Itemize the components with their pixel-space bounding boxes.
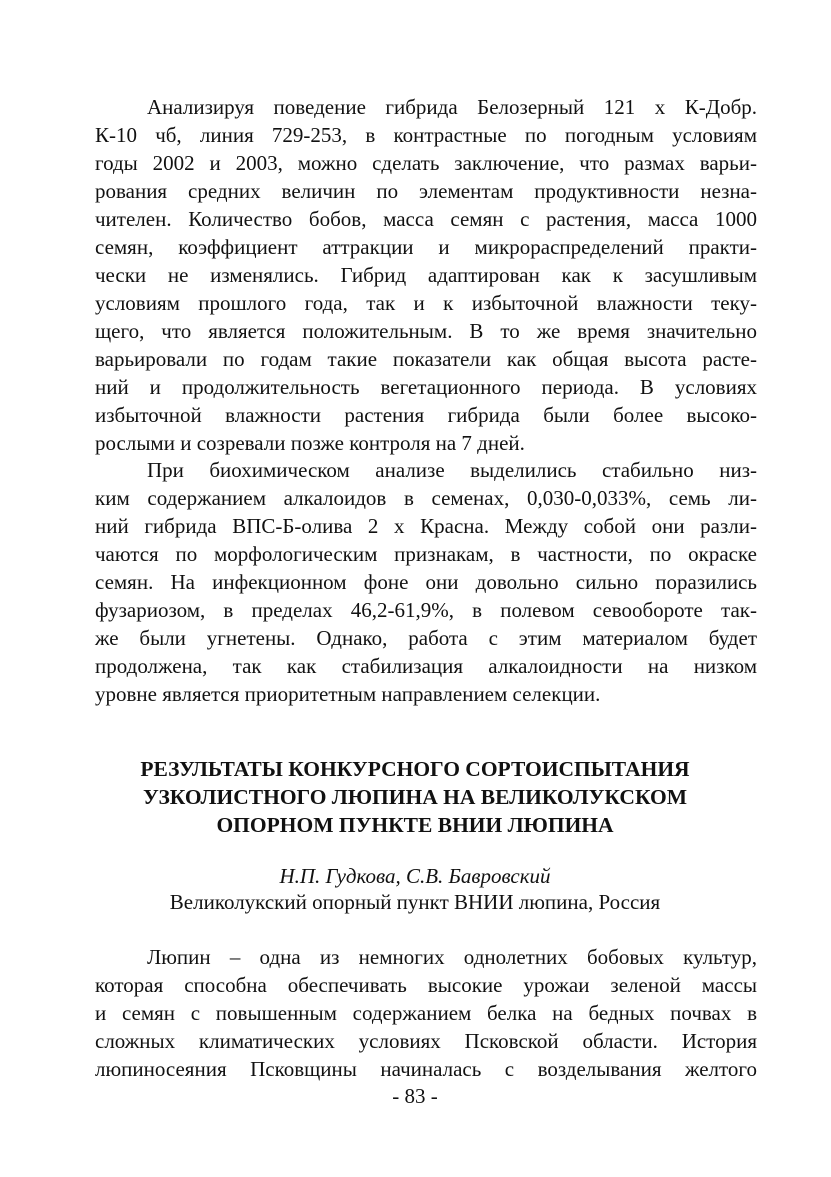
- text-line: ким содержанием алкалоидов в семенах, 0,030-0,033%, семь ли-: [95, 486, 757, 510]
- text-line: уровне является приоритетным направлением селекции.: [95, 682, 601, 706]
- heading-line: РЕЗУЛЬТАТЫ КОНКУРСНОГО СОРТОИСПЫТАНИЯ: [140, 757, 690, 781]
- text-line: Люпин – одна из немногих однолетних бобовых культур,: [147, 945, 757, 969]
- text-line: варьировали по годам такие показатели как общая высота расте-: [95, 347, 757, 371]
- text-line: щего, что является положительным. В то же время значительно: [95, 319, 757, 343]
- text-line: же были угнетены. Однако, работа с этим материалом будет: [95, 626, 757, 650]
- text-line: семян. На инфекционном фоне они довольно сильно поразились: [95, 570, 757, 594]
- text-line: фузариозом, в пределах 46,2-61,9%, в полевом севообороте так-: [95, 598, 757, 622]
- text-line: люпиносеяния Псковщины начиналась с возделывания желтого: [95, 1057, 757, 1081]
- text-line: которая способна обеспечивать высокие урожаи зеленой массы: [95, 973, 757, 997]
- text-line: продолжена, так как стабилизация алкалоидности на низком: [95, 654, 757, 678]
- text-line: семян, коэффициент аттракции и микрораспределений практи-: [95, 235, 757, 259]
- text-line: чаются по морфологическим признакам, в частности, по окраске: [95, 542, 757, 566]
- heading-line: ОПОРНОМ ПУНКТЕ ВНИИ ЛЮПИНА: [216, 813, 614, 837]
- text-line: ний гибрида ВПС-Б-олива 2 х Красна. Между собой они разли-: [95, 514, 757, 538]
- page-number: - 83 -: [392, 1084, 438, 1108]
- text-line: условиям прошлого года, так и к избыточной влажности теку-: [95, 291, 757, 315]
- text-line: Анализируя поведение гибрида Белозерный 121 х К-Добр.: [147, 95, 757, 119]
- text-line: чески не изменялись. Гибрид адаптирован как к засушливым: [95, 263, 757, 287]
- text-line: К-10 чб, линия 729-253, в контрастные по погодным условиям: [95, 123, 757, 147]
- authors: Н.П. Гудкова, С.В. Бавровский: [279, 864, 551, 888]
- text-line: рования средних величин по элементам продуктивности незна-: [95, 179, 757, 203]
- text-line: рослыми и созревали позже контроля на 7 дней.: [95, 431, 525, 455]
- text-line: сложных климатических условиях Псковской области. История: [95, 1029, 757, 1053]
- text-line: избыточной влажности растения гибрида были более высоко-: [95, 403, 757, 427]
- text-line: При биохимическом анализе выделились стабильно низ-: [147, 458, 757, 482]
- text-line: и семян с повышенным содержанием белка на бедных почвах в: [95, 1001, 757, 1025]
- text-line: годы 2002 и 2003, можно сделать заключение, что размах варьи-: [95, 151, 757, 175]
- text-line: ний и продолжительность вегетационного периода. В условиях: [95, 375, 757, 399]
- affiliation: Великолукский опорный пункт ВНИИ люпина, Россия: [169, 890, 661, 914]
- heading-line: УЗКОЛИСТНОГО ЛЮПИНА НА ВЕЛИКОЛУКСКОМ: [142, 785, 688, 809]
- text-line: чителен. Количество бобов, масса семян с растения, масса 1000: [95, 207, 757, 231]
